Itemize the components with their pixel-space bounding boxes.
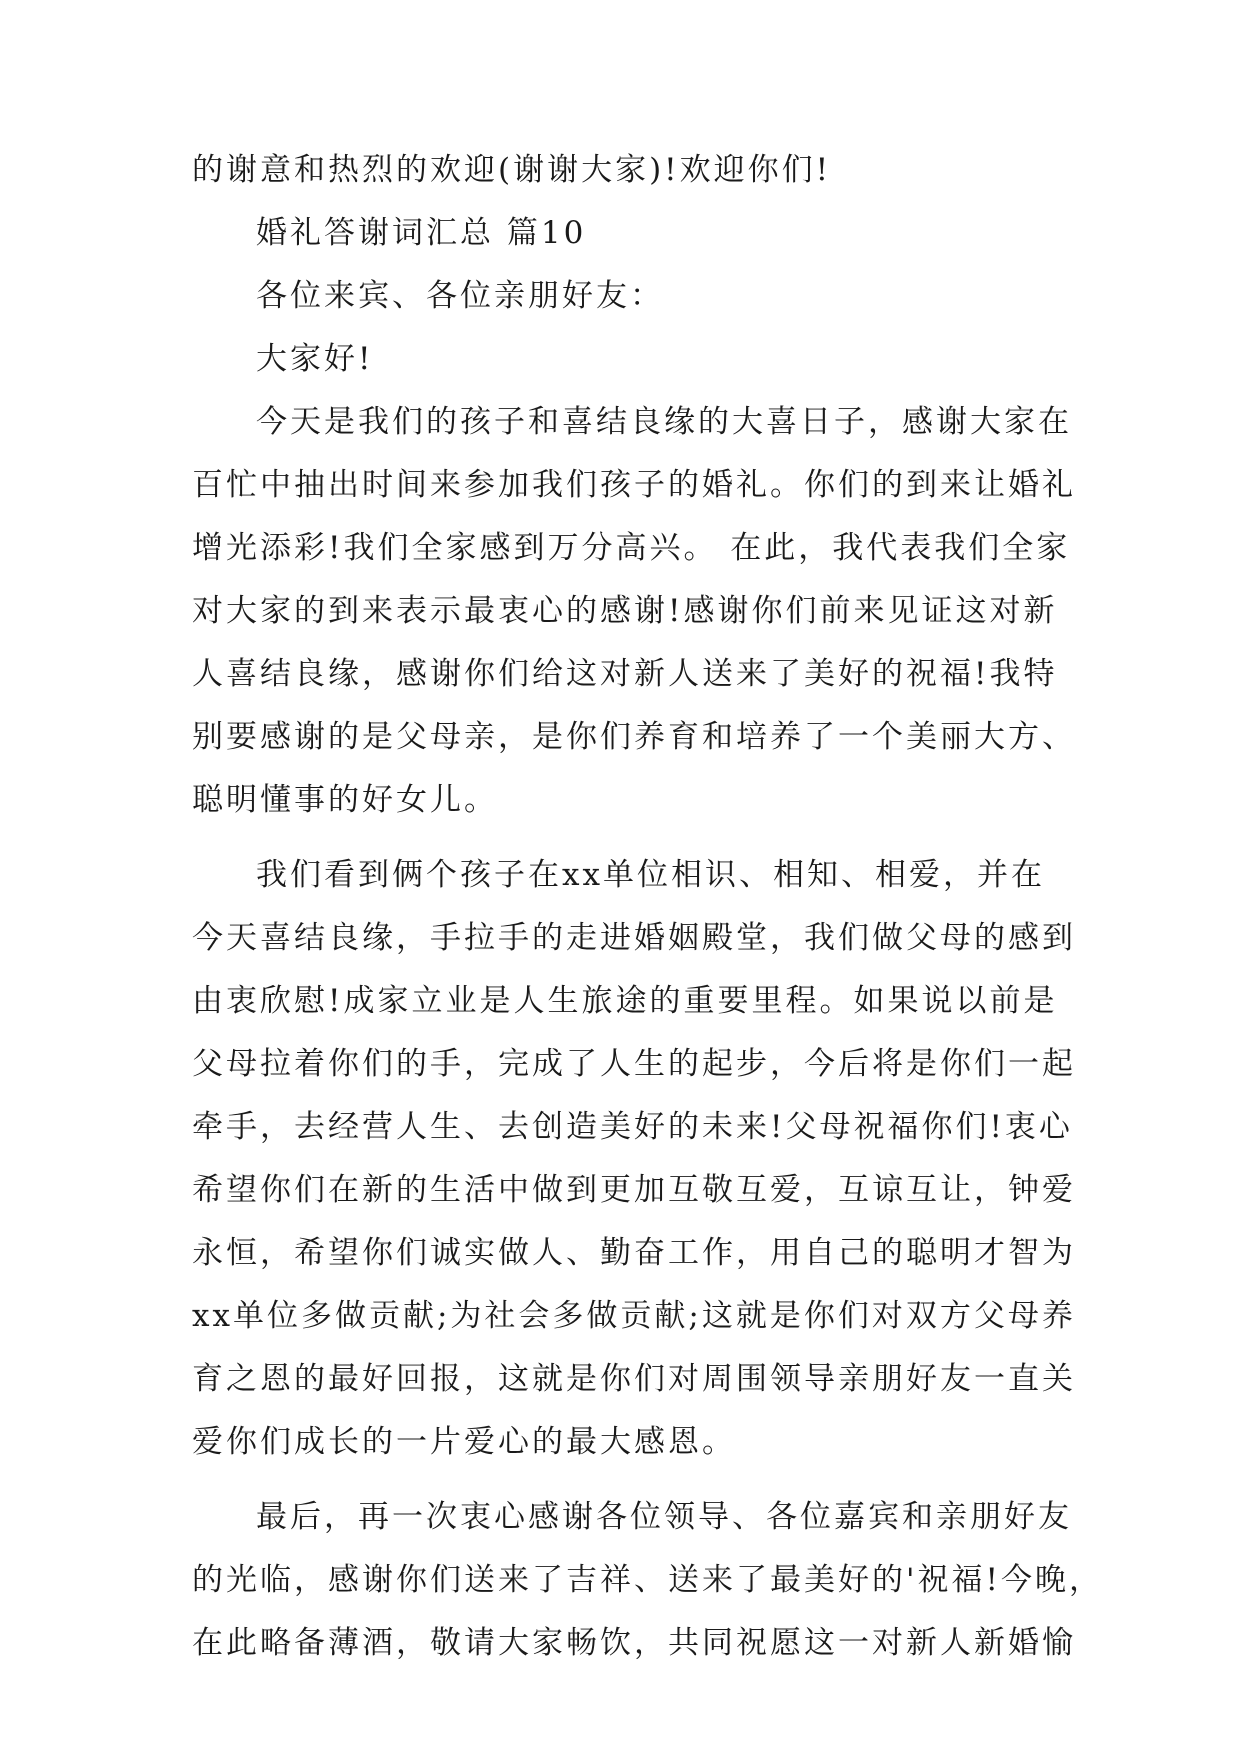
section-heading: 婚礼答谢词汇总 篇10 bbox=[256, 215, 587, 251]
text-line: 父母拉着你们的手，完成了人生的起步，今后将是你们一起 bbox=[192, 1046, 1076, 1082]
text-line: 永恒，希望你们诚实做人、勤奋工作，用自己的聪明才智为 bbox=[192, 1235, 1076, 1271]
text-line: 别要感谢的是父母亲，是你们养育和培养了一个美丽大方、 bbox=[192, 719, 1076, 755]
greeting: 大家好! bbox=[256, 341, 374, 377]
text-line: 在此略备薄酒，敬请大家畅饮，共同祝愿这一对新人新婚愉 bbox=[192, 1625, 1076, 1661]
text-line: 的谢意和热烈的欢迎(谢谢大家)!欢迎你们! bbox=[192, 152, 832, 188]
salutation: 各位来宾、各位亲朋好友： bbox=[256, 278, 664, 314]
text-line: 最后，再一次衷心感谢各位领导、各位嘉宾和亲朋好友 bbox=[256, 1499, 1072, 1535]
text-line: 聪明懂事的好女儿。 bbox=[192, 782, 498, 818]
text-line: 爱你们成长的一片爱心的最大感恩。 bbox=[192, 1424, 736, 1460]
text-line: 希望你们在新的生活中做到更加互敬互爱，互谅互让，钟爱 bbox=[192, 1172, 1076, 1208]
text-line: 由衷欣慰!成家立业是人生旅途的重要里程。如果说以前是 bbox=[192, 983, 1058, 1019]
text-line: 今天是我们的孩子和喜结良缘的大喜日子，感谢大家在 bbox=[256, 404, 1072, 440]
text-line: 我们看到俩个孩子在xx单位相识、相知、相爱，并在 bbox=[256, 857, 1045, 893]
text-line: 百忙中抽出时间来参加我们孩子的婚礼。你们的到来让婚礼 bbox=[192, 467, 1076, 503]
text-line: xx单位多做贡献;为社会多做贡献;这就是你们对双方父母养 bbox=[192, 1298, 1076, 1334]
text-line: 的光临，感谢你们送来了吉祥、送来了最美好的'祝福!今晚， bbox=[192, 1562, 1103, 1598]
text-line: 人喜结良缘，感谢你们给这对新人送来了美好的祝福!我特 bbox=[192, 656, 1058, 692]
text-line: 今天喜结良缘，手拉手的走进婚姻殿堂，我们做父母的感到 bbox=[192, 920, 1076, 956]
text-line: 对大家的到来表示最衷心的感谢!感谢你们前来见证这对新 bbox=[192, 593, 1058, 629]
text-line: 育之恩的最好回报，这就是你们对周围领导亲朋好友一直关 bbox=[192, 1361, 1076, 1397]
text-line: 牵手，去经营人生、去创造美好的未来!父母祝福你们!衷心 bbox=[192, 1109, 1073, 1145]
text-line: 增光添彩!我们全家感到万分高兴。 在此，我代表我们全家 bbox=[192, 530, 1071, 566]
